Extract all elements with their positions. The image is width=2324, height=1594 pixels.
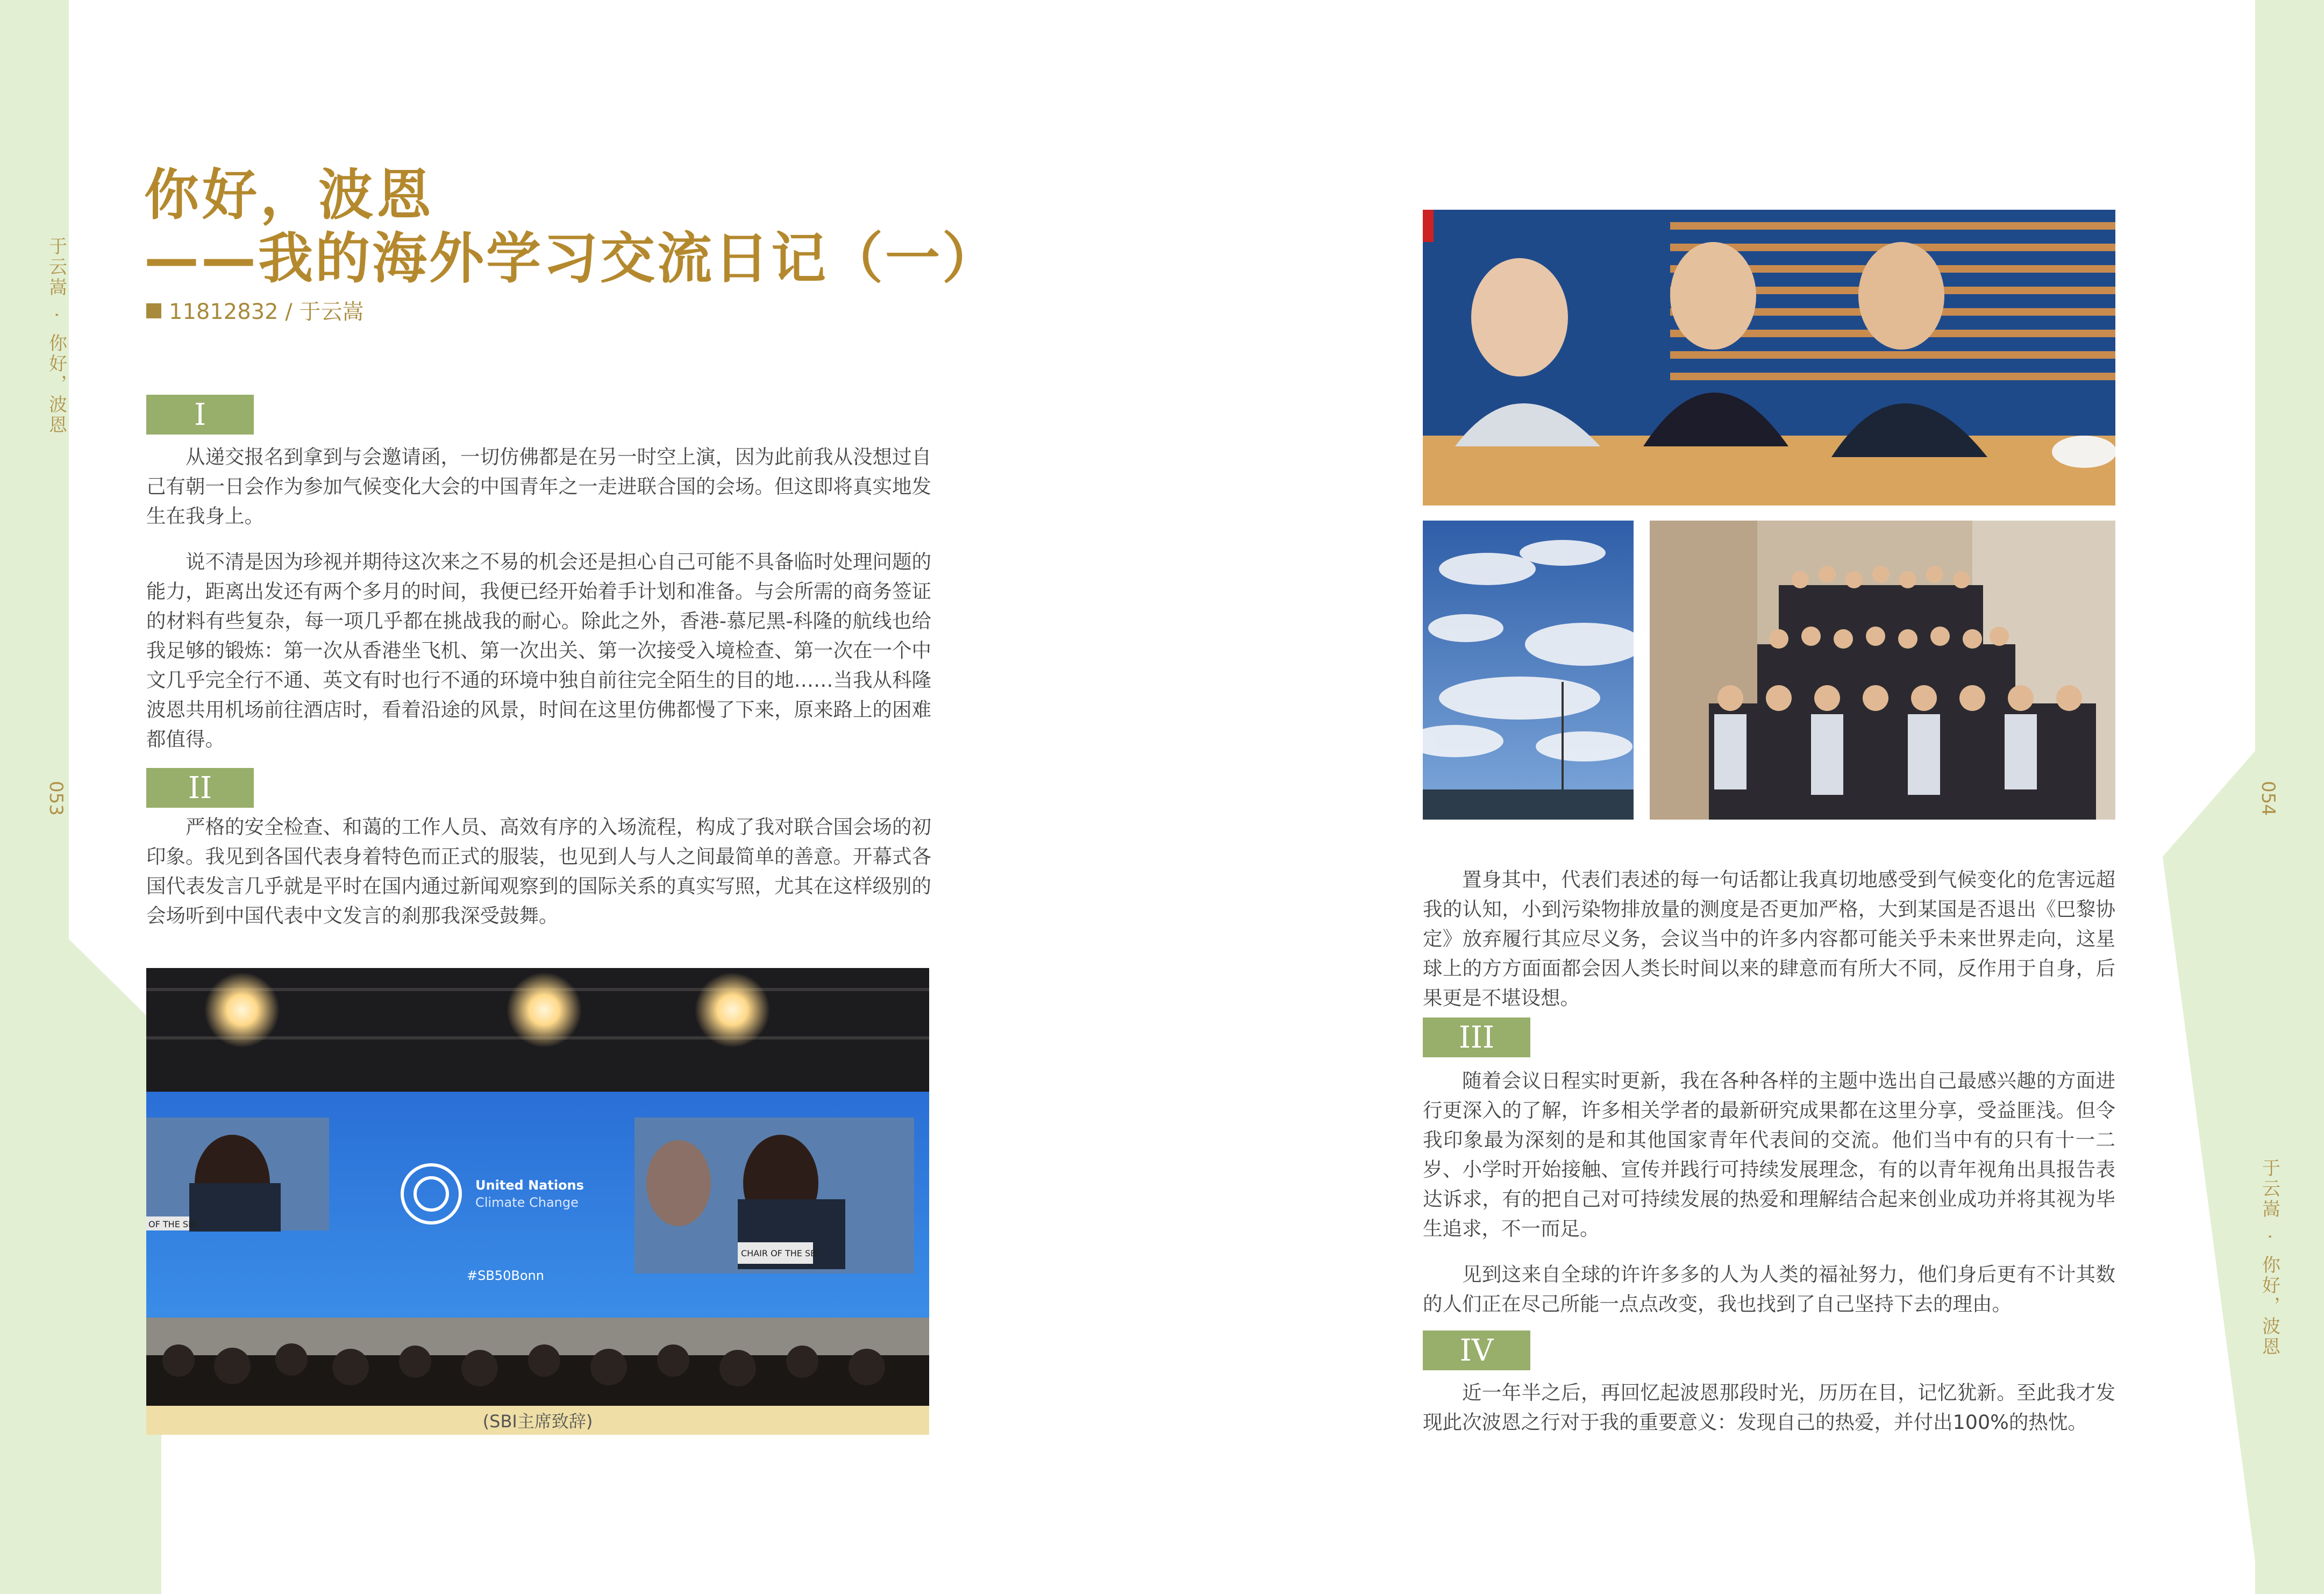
delegates-conversation-photo [1423, 210, 2115, 506]
left-tab-author: 于云嵩 [45, 236, 67, 298]
section-marker-1: I [146, 395, 254, 435]
right-tab-dot: · [2259, 1233, 2280, 1242]
paragraph: 严格的安全检查、和蔼的工作人员、高效有序的入场流程，构成了我对联合国会场的初印象。我见到各国代表身着特色而正式的服装，也见到人与人之间最简单的善意。开幕式各国代表发言几乎就是平时在国内通过新闻观察到的国际关系的真实写照，尤其在这样级别的会场听到中国代表中文发言的刹那我深受鼓舞。 [146, 815, 931, 927]
photo-caption: (SBI主席致辞) [146, 1406, 929, 1435]
article-subtitle: ——我的海外学习交流日记（一） [144, 227, 999, 291]
byline-author: 于云嵩 [299, 300, 364, 324]
paragraph: 从递交报名到拿到与会邀请函，一切仿佛都是在另一时空上演，因为此前我从没想过自己有朝一日会作为参加气候变化大会的中国青年之一走进联合国的会场。但这即将真实地发生在我身上。 [146, 445, 931, 528]
left-corner-decoration [0, 871, 161, 1594]
article-title: 你好，波恩 [144, 163, 434, 227]
right-screen-nameplate: CHAIR OF THE SBI [741, 1248, 819, 1258]
left-tab-subject: 你好，波恩 [45, 333, 67, 436]
conference-photo [146, 968, 929, 1406]
left-tab-dot: · [46, 311, 67, 320]
section-2-body [146, 812, 931, 930]
byline-separator: / [278, 300, 300, 324]
youth-delegation-group-photo [1650, 521, 2115, 820]
section-marker-4: IV [1423, 1330, 1530, 1370]
conference-photo-illustration [146, 968, 929, 1406]
byline-square-icon [146, 303, 161, 318]
paragraph: 近一年半之后，再回忆起波恩那段时光，历历在目，记忆犹新。至此我才发现此次波恩之行对于我的重要意义：发现自己的热爱，并付出100%的热忱。 [1423, 1381, 2115, 1434]
right-running-tab [2257, 1081, 2282, 1435]
section-marker-2: II [146, 768, 254, 808]
group-photo-illustration [1650, 521, 2115, 820]
un-logo-line2: Climate Change [475, 1195, 579, 1210]
left-screen-nameplate: OF THE SBI [148, 1219, 197, 1229]
right-corner-decoration [2163, 672, 2324, 1594]
right-page-number: 054 [2257, 781, 2279, 816]
sky-photo-illustration [1423, 521, 1634, 820]
section-1-body [146, 442, 931, 754]
paragraph: 随着会议日程实时更新，我在各种各样的主题中选出自己最感兴趣的方面进行更深入的了解，许多相关学者的最新研究成果都在这里分享，受益匪浅。但令我印象最为深刻的是和其他国家青年代表间的交流。他们当中有的只有十一二岁、小学时开始接触、宣传并践行可持续发展理念，有的以青年视角出具报告表达诉求，有的把自己对可持续发展的热爱和理解结合起来创业成功并将其视为毕生追求，不一而足。 [1423, 1069, 2115, 1240]
section-4-body [1423, 1378, 2115, 1437]
un-logo-line1: United Nations [475, 1178, 584, 1193]
right-tab-author: 于云嵩 [2258, 1158, 2280, 1220]
paragraph: 见到这来自全球的许许多多的人为人类的福祉努力，他们身后更有不计其数的人们正在尽己所能一点点改变，我也找到了自己坚持下去的理由。 [1423, 1263, 2115, 1315]
paragraph: 说不清是因为珍视并期待这次来之不易的机会还是担心自己可能不具备临时处理问题的能力，距离出发还有两个多月的时间，我便已经开始着手计划和准备。与会所需的商务签证的材料有些复杂，每一项几乎都在挑战我的耐心。除此之外，香港-慕尼黑-科隆的航线也给我足够的锻炼：第一次从香港坐飞机、第一次出关、第一次接受入境检查、第一次在一个中文几乎完全行不通、英文有时也行不通的环境中独自前往完全陌生的目的地……当我从科隆波恩共用机场前往酒店时，看着沿途的风景，时间在这里仿佛都慢了下来，原来路上的困难都值得。 [146, 550, 931, 751]
conference-hashtag: #SB50Bonn [467, 1268, 544, 1283]
right-tab-subject: 你好，波恩 [2258, 1255, 2280, 1358]
bonn-sky-photo [1423, 521, 1634, 820]
byline-id: 11812832 [169, 300, 279, 324]
paragraph: 置身其中，代表们表述的每一句话都让我真切地感受到气候变化的危害远超我的认知，小到污染物排放量的测度是否更加严格，大到某国是否退出《巴黎协定》放弃履行其应尽义务，会议当中的许多内容都可能关乎未来世界走向，这星球上的方方面面都会因人类长时间以来的肆意而有所大不同，反作用于自身，后果更是不堪设想。 [1423, 868, 2115, 1009]
delegates-photo-illustration [1423, 210, 2115, 506]
byline [146, 295, 364, 325]
left-running-tab [44, 159, 69, 513]
right-intro-body [1423, 865, 2115, 1013]
left-page-number: 053 [45, 781, 67, 816]
section-3-body [1423, 1066, 2115, 1319]
section-marker-3: III [1423, 1017, 1530, 1057]
